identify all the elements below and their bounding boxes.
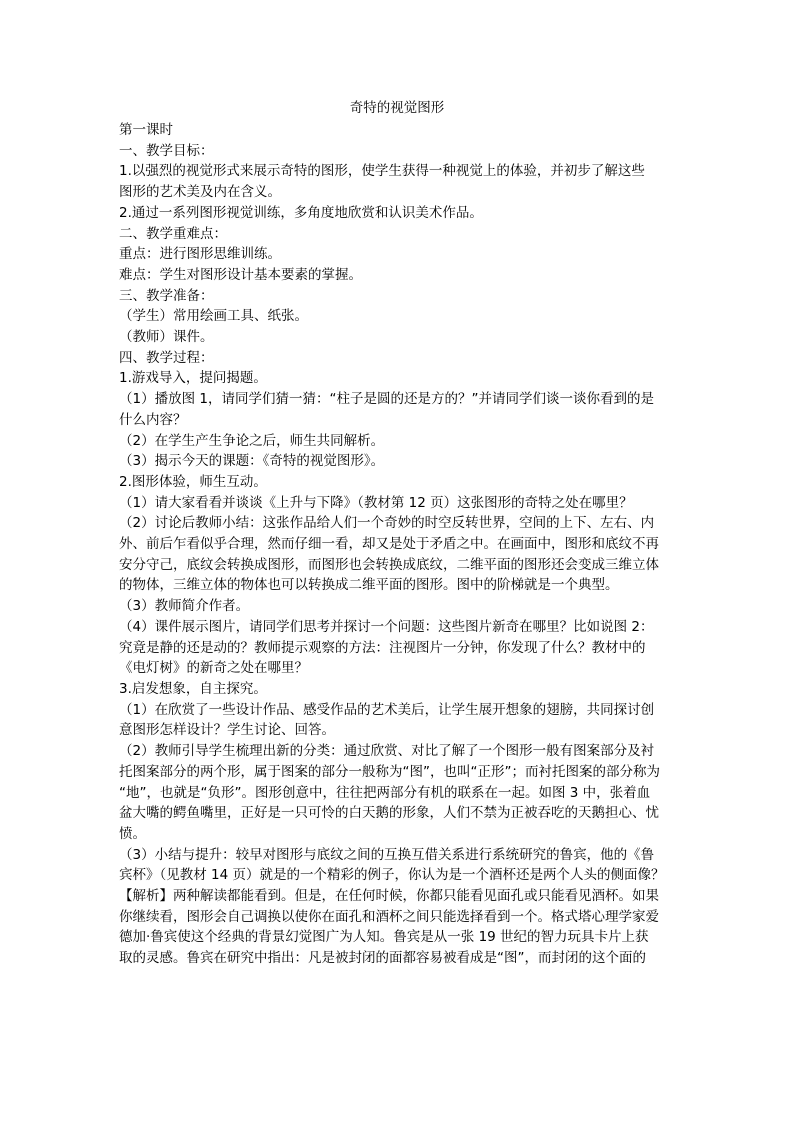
text-line: 三、教学准备： <box>119 287 214 304</box>
text-line: （3）教师简介作者。 <box>119 598 250 615</box>
text-line: 1.以强烈的视觉形式来展示奇特的图形，使学生获得一种视觉上的体验，并初步了解这些 <box>119 163 645 180</box>
text-line: 第一课时 <box>119 122 173 138</box>
text-line: （2）讨论后教师小结：这张作品给人们一个奇妙的时空反转世界，空间的上下、左右、内 <box>119 515 655 532</box>
text-line: 3.启发想象，自主探究。 <box>119 680 267 697</box>
document-body <box>119 120 675 969</box>
text-line: 意图形怎样设计？学生讨论、回答。 <box>119 722 335 739</box>
document-page <box>119 98 675 969</box>
text-line: 1.游戏导入，提问揭题。 <box>119 370 267 387</box>
text-line: （2）教师引导学生梳理出新的分类：通过欣赏、对比了解了一个图形一般有图案部分及衬 <box>119 743 655 760</box>
text-line: 四、教学过程： <box>119 349 214 366</box>
text-line: 的物体，三维立体的物体也可以转换成二维平面的图形。图中的阶梯就是一个典型。 <box>119 577 619 594</box>
text-line: 【解析】两种解读都能看到。但是，在任何时候，你都只能看见面孔或只能看见酒杯。如果 <box>119 888 659 905</box>
text-line: 一、教学目标： <box>119 142 214 159</box>
text-line: 取的灵感。鲁宾在研究中指出：凡是被封闭的面都容易被看成是“图”，而封闭的这个面的 <box>119 950 646 967</box>
text-line: 什么内容？ <box>119 411 187 428</box>
text-line: （1）播放图 1，请同学们猜一猜：“柱子是圆的还是方的？”并请同学们谈一谈你看到的是 <box>119 391 654 408</box>
text-line: 2.图形体验，师生互动。 <box>119 473 267 490</box>
text-line: （3）揭示今天的课题：《奇特的视觉图形》。 <box>119 453 385 470</box>
text-line: 盆大嘴的鳄鱼嘴里，正好是一只可怜的白天鹅的形象，人们不禁为正被吞吃的天鹅担心、忧 <box>119 805 659 822</box>
text-line: （1）在欣赏了一些设计作品、感受作品的艺术美后，让学生展开想象的翅膀，共同探讨创 <box>119 701 655 718</box>
text-line: （学生）常用绘画工具、纸张。 <box>119 308 308 325</box>
text-line: （4）课件展示图片，请同学们思考并探讨一个问题：这些图片新奇在哪里？比如说图 2： <box>119 618 654 635</box>
text-line: 德加·鲁宾使这个经典的背景幻觉图广为人知。鲁宾是从一张 19 世纪的智力玩具卡片上获 <box>119 929 649 946</box>
text-line: 愤。 <box>119 825 146 842</box>
text-line: （教师）课件。 <box>119 329 214 346</box>
text-line: 你继续看，图形会自己调换以使你在面孔和酒杯之间只能选择看到一个。格式塔心理学家爱 <box>119 908 659 925</box>
text-line: 外、前后乍看似乎合理，然而仔细一看，却又是处于矛盾之中。在画面中，图形和底纹不再 <box>119 536 659 553</box>
text-line: （3）小结与提升：较早对图形与底纹之间的互换互借关系进行系统研究的鲁宾，他的《鲁 <box>119 846 655 863</box>
text-line: 2.通过一系列图形视觉训练，多角度地欣赏和认识美术作品。 <box>119 204 483 221</box>
text-line: “地”，也就是“负形”。图形创意中，往往把两部分有机的联系在一起。如图 3 中，张着血 <box>119 784 651 801</box>
text-line: 托图案部分的两个形，属于图案的部分一般称为“图”，也叫“正形”；而衬托图案的部分称为 <box>119 763 660 780</box>
text-line: 《电灯树》的新奇之处在哪里？ <box>119 660 308 677</box>
text-line: 重点：进行图形思维训练。 <box>119 246 281 263</box>
text-line: （1）请大家看看并谈谈《上升与下降》（教材第 12 页）这张图形的奇特之处在哪里？ <box>119 494 633 511</box>
document-title: 奇特的视觉图形 <box>349 100 445 116</box>
text-line: 二、教学重难点： <box>119 225 227 242</box>
text-line: 安分守己，底纹会转换成图形，而图形也会转换成底纹，二维平面的图形还会变成三维立体 <box>119 556 659 573</box>
text-line: 图形的艺术美及内在含义。 <box>119 184 281 201</box>
text-line: （2）在学生产生争论之后，师生共同解析。 <box>119 432 385 449</box>
text-line: 难点：学生对图形设计基本要素的掌握。 <box>119 266 362 283</box>
text-line: 究竟是静的还是动的？教师提示观察的方法：注视图片一分钟，你发现了什么？教材中的 <box>119 639 646 656</box>
text-line: 宾杯》（见教材 14 页）就是的一个精彩的例子，你认为是一个酒杯还是两个人头的侧面像？ <box>119 867 665 884</box>
